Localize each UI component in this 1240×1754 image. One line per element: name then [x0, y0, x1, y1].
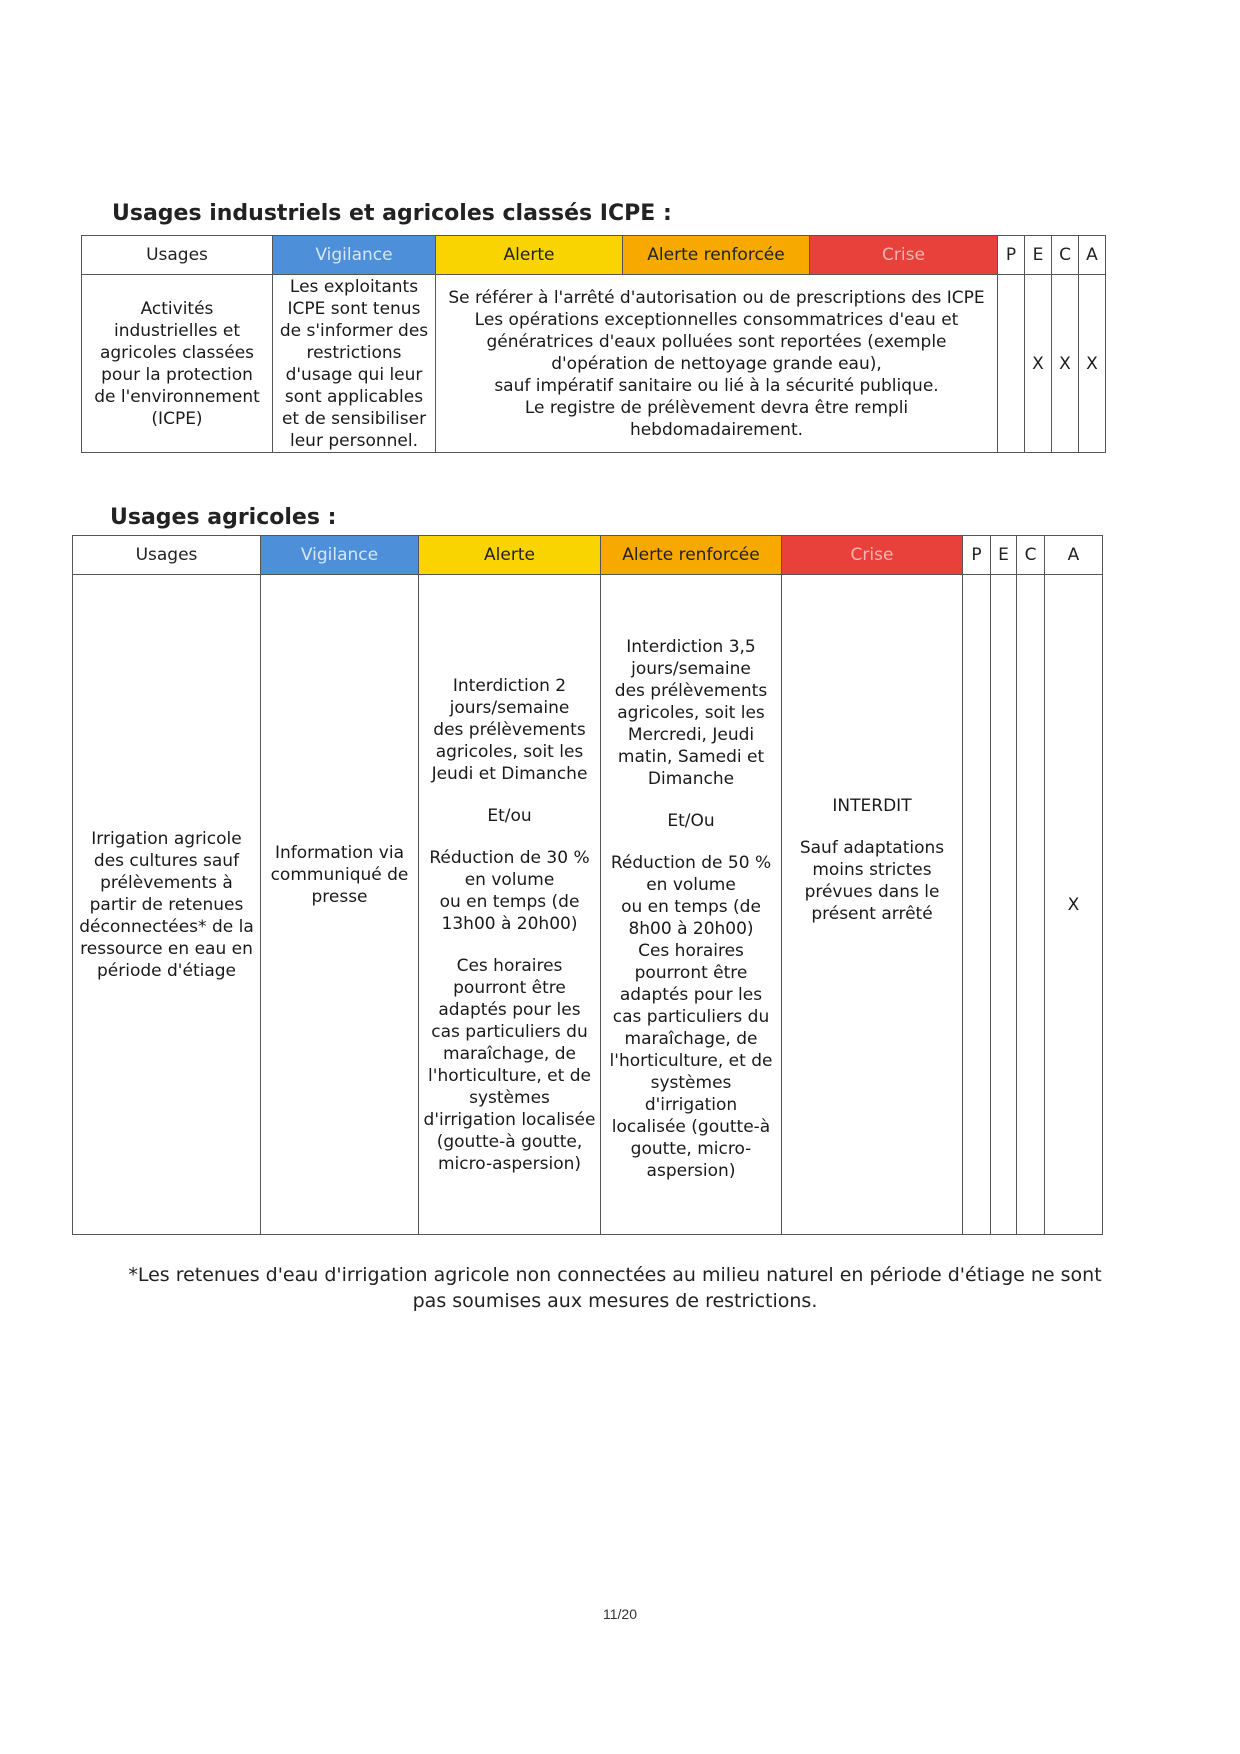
icpe-restrictions-table: [81, 235, 1106, 453]
header-crise: Crise: [810, 236, 998, 275]
header-alerte: Alerte: [436, 236, 623, 275]
c-cell: [1017, 575, 1045, 1235]
renforcee-text-etou: Et/Ou: [667, 810, 715, 831]
usage-text: Irrigation agricole des cultures sauf prélèvements à partir de retenues déconnectées* de la ressource en eau en période d'étiage: [79, 828, 254, 981]
header-c: C: [1017, 536, 1045, 575]
table-row: [73, 575, 1103, 1235]
alerte-text-reduction: Réduction de 30 % en volume ou en temps (de 13h00 à 20h00): [429, 847, 590, 934]
renforcee-text-reduction: Réduction de 50 % en volume ou en temps (de 8h00 à 20h00) Ces horaires pourront être adaptés pour les cas particuliers du maraîchage, de l'horticulture, et de systèmes d'irrigation localisée (goutte-à goutte, micro- aspersion): [609, 852, 773, 1181]
header-crise: Crise: [782, 536, 963, 575]
crise-cell: [782, 575, 963, 1235]
header-e: E: [1025, 236, 1052, 275]
vigilance-text: Information via communiqué de presse: [270, 842, 409, 907]
section-title-icpe: Usages industriels et agricoles classés ICPE :: [112, 201, 672, 226]
alerte-cell: [419, 575, 601, 1235]
e-cell: X: [1025, 275, 1052, 453]
e-cell: [991, 575, 1017, 1235]
usage-text: Activités industrielles et agricoles classées pour la protection de l'environnement (ICPE): [94, 298, 260, 429]
usage-cell: [73, 575, 261, 1235]
a-cell: X: [1079, 275, 1106, 453]
header-c: C: [1052, 236, 1079, 275]
crise-text-adaptations: Sauf adaptations moins strictes prévues dans le présent arrêté: [799, 837, 945, 924]
header-a: A: [1045, 536, 1103, 575]
header-usages: Usages: [73, 536, 261, 575]
icpe-header-row: [82, 236, 1106, 275]
alerte-renforcee-cell: [601, 575, 782, 1235]
vigilance-cell: [261, 575, 419, 1235]
header-alerte-renforcee: Alerte renforcée: [601, 536, 782, 575]
measures-cell: [436, 275, 998, 453]
header-vigilance: Vigilance: [261, 536, 419, 575]
page-number: 11/20: [603, 1606, 637, 1622]
header-e: E: [991, 536, 1017, 575]
c-cell: X: [1052, 275, 1079, 453]
vigilance-text: Les exploitants ICPE sont tenus de s'informer des restrictions d'usage qui leur sont applicables et de sensibiliser leur personnel.: [279, 276, 429, 451]
p-cell: [998, 275, 1025, 453]
agri-header-row: [73, 536, 1103, 575]
usage-cell: [82, 275, 273, 453]
section-title-agricoles: Usages agricoles :: [110, 505, 337, 530]
agricultural-restrictions-table: [72, 535, 1103, 1235]
header-vigilance: Vigilance: [273, 236, 436, 275]
renforcee-text-interdiction: Interdiction 3,5 jours/semaine des prélèvements agricoles, soit les Mercredi, Jeudi matin, Samedi et Dimanche: [614, 636, 768, 789]
footnote: *Les retenues d'eau d'irrigation agricole non connectées au milieu naturel en période d'étiage ne sont pas soumises aux mesures de restrictions.: [128, 1264, 1102, 1312]
crise-text-interdit: INTERDIT: [832, 795, 912, 816]
header-p: P: [963, 536, 991, 575]
header-alerte-renforcee: Alerte renforcée: [623, 236, 810, 275]
vigilance-cell: [273, 275, 436, 453]
alerte-text-etou: Et/ou: [487, 805, 532, 826]
measures-text: Se référer à l'arrêté d'autorisation ou de prescriptions des ICPE Les opérations exceptionnelles consommatrices d'eau et génératrices d'eaux polluées sont reportées (exemple d'opération de nettoyage grande eau), sauf impératif sanitaire ou lié à la sécurité publique. Le registre de prélèvement devra être rempli hebdomadairement.: [448, 287, 985, 440]
header-p: P: [998, 236, 1025, 275]
header-usages: Usages: [82, 236, 273, 275]
a-cell: X: [1045, 575, 1103, 1235]
alerte-text-interdiction: Interdiction 2 jours/semaine des prélèvements agricoles, soit les Jeudi et Dimanche: [431, 675, 588, 784]
table-row: [82, 275, 1106, 453]
alerte-text-horaires: Ces horaires pourront être adaptés pour les cas particuliers du maraîchage, de l'horticulture, et de systèmes d'irrigation localisée (goutte-à goutte, micro-aspersion): [423, 955, 596, 1174]
header-alerte: Alerte: [419, 536, 601, 575]
header-a: A: [1079, 236, 1106, 275]
p-cell: [963, 575, 991, 1235]
